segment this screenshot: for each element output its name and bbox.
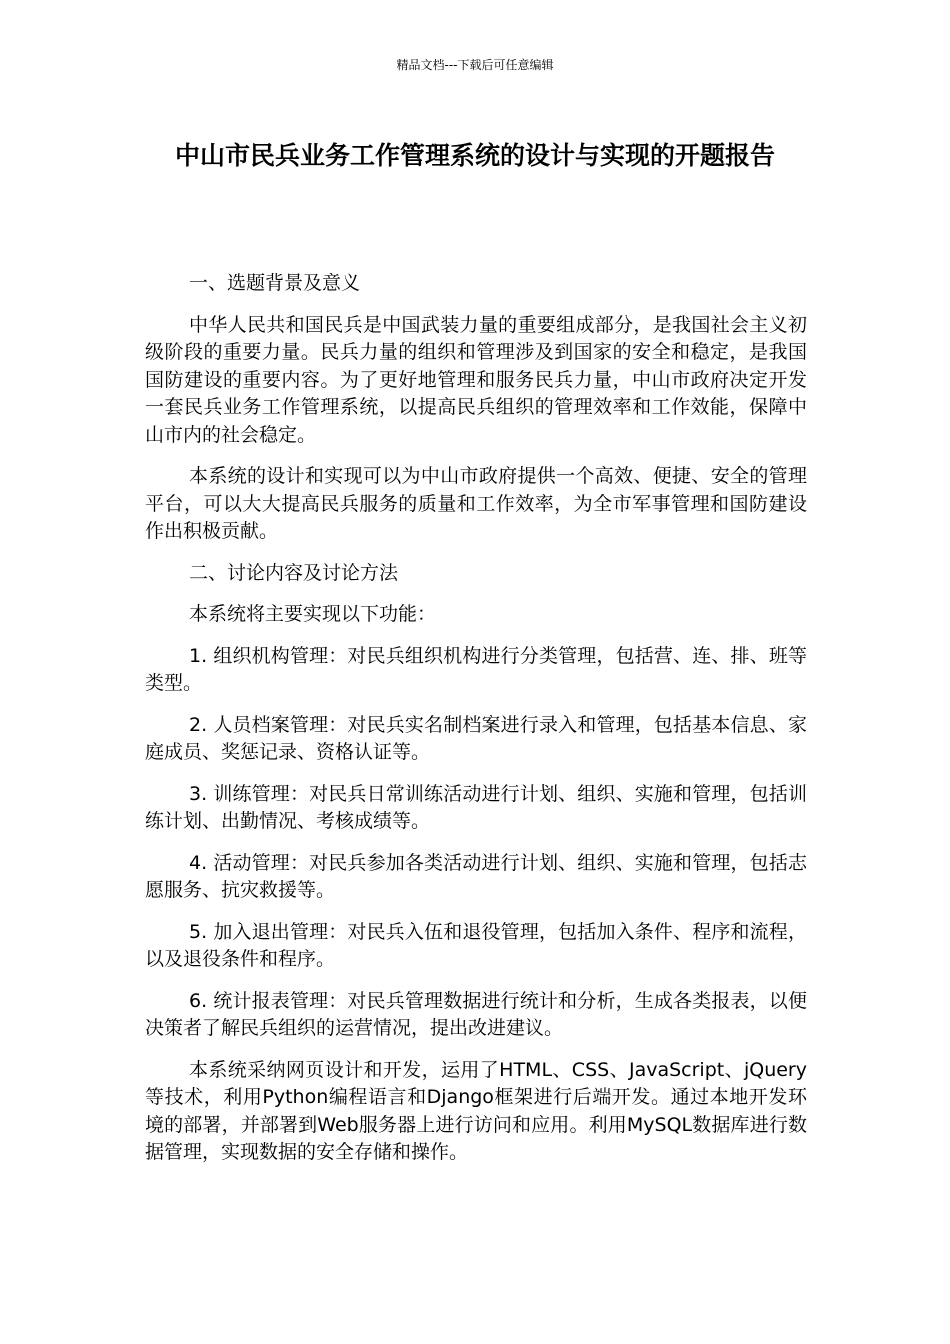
function-list-item: 1. 组织机构管理：对民兵组织机构进行分类管理，包括营、连、排、班等类型。 xyxy=(145,644,807,694)
section-1-paragraph: 本系统的设计和实现可以为中山市政府提供一个高效、便捷、安全的管理平台，可以大大提高民兵服务的质量和工作效率，为全市军事管理和国防建设作出积极贡献。 xyxy=(145,465,807,542)
function-list-item: 4. 活动管理：对民兵参加各类活动进行计划、组织、实施和管理，包括志愿服务、抗灾救援等。 xyxy=(145,851,807,901)
section-2-heading: 二、讨论内容及讨论方法 xyxy=(189,561,399,584)
section-1-heading: 一、选题背景及意义 xyxy=(189,272,361,294)
section-2-closing: 本系统采纳网页设计和开发，运用了HTML、CSS、JavaScript、jQuery等技术，利用Python编程语言和Django框架进行后端开发。通过本地开发环境的部署，并部署到Web服务器上进行访问和应用。利用MySQL数据库进行数据管理，实现数据的安全存储和操作。 xyxy=(145,1058,807,1163)
section-1-paragraph: 中华人民共和国民兵是中国武装力量的重要组成部分，是我国社会主义初级阶段的重要力量。民兵力量的组织和管理涉及到国家的安全和稳定，是我国国防建设的重要内容。为了更好地管理和服务民兵力量，中山市政府决定开发一套民兵业务工作管理系统，以提高民兵组织的管理效率和工作效能，保障中山市内的社会稳定。 xyxy=(145,313,807,446)
function-list-item: 5. 加入退出管理：对民兵入伍和退役管理，包括加入条件、程序和流程，以及退役条件和程序。 xyxy=(145,920,807,970)
document-body xyxy=(145,270,807,1181)
function-list-item: 3. 训练管理：对民兵日常训练活动进行计划、组织、实施和管理，包括训练计划、出勤情况、考核成绩等。 xyxy=(145,782,807,832)
function-list-item: 2. 人员档案管理：对民兵实名制档案进行录入和管理，包括基本信息、家庭成员、奖惩记录、资格认证等。 xyxy=(145,713,807,763)
function-list-item: 6. 统计报表管理：对民兵管理数据进行统计和分析，生成各类报表，以便决策者了解民兵组织的运营情况，提出改进建议。 xyxy=(145,989,807,1039)
section-2-intro: 本系统将主要实现以下功能： xyxy=(189,603,437,625)
document-title: 中山市民兵业务工作管理系统的设计与实现的开题报告 xyxy=(174,141,775,170)
header-note: 精品文档---下载后可任意编辑 xyxy=(396,58,554,72)
